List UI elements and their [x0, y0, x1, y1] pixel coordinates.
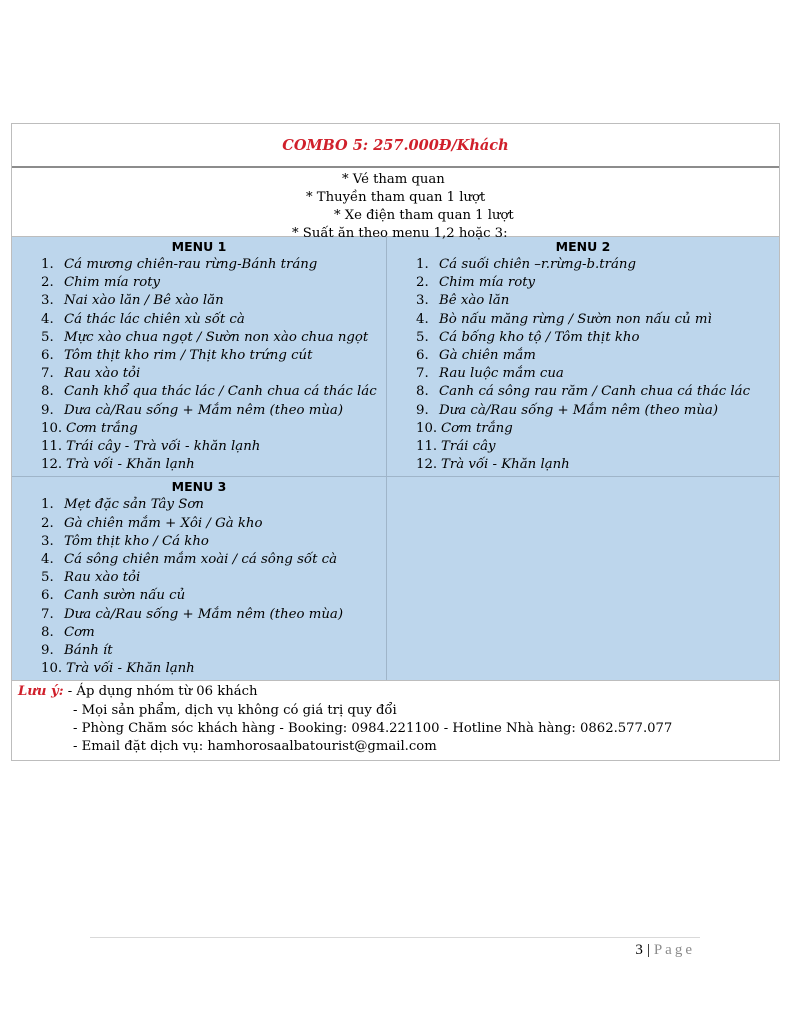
menu-item: [12, 256, 386, 274]
menu-item-number: 3.: [416, 293, 429, 309]
menu-item: [12, 569, 386, 587]
menu-item: [387, 274, 779, 292]
menu-item-text: Dưa cà/Rau sống + Mắm nêm (theo mùa): [64, 402, 344, 418]
note-line-2: - Mọi sản phẩm, dịch vụ không có giá trị quy đổi: [73, 702, 397, 718]
menu-item: [387, 329, 779, 347]
menu-item-text: Bánh ít: [64, 643, 113, 659]
menu-item-number: 8.: [41, 384, 54, 400]
menu-item: [12, 660, 386, 678]
menu-item-number: 11.: [41, 439, 63, 455]
menu-item-number: 11.: [416, 439, 438, 455]
menu-item-text: Bò nấu măng rừng / Sườn non nấu củ mì: [439, 311, 712, 327]
menu-item-text: Cơm: [64, 624, 95, 640]
note-block: [12, 680, 779, 759]
menu-item-number: 10.: [416, 420, 438, 436]
menu-item: [12, 606, 386, 624]
menu-item: [12, 642, 386, 660]
menu-2: [387, 237, 779, 477]
menu-item: [12, 624, 386, 642]
menu-item-text: Chim mía roty: [439, 275, 536, 291]
menu-item-number: 4.: [416, 311, 429, 327]
menu-item: [12, 311, 386, 329]
menu-item: [12, 383, 386, 401]
menu-item-number: 9.: [416, 402, 429, 418]
include-boat: * Thuyền tham quan 1 lượt: [306, 190, 486, 205]
menu-item-number: 4.: [41, 552, 54, 568]
menu-item-number: 7.: [41, 366, 54, 382]
footer-separator: |: [646, 942, 650, 958]
page-word: Page: [653, 942, 695, 958]
menu-1: [12, 237, 387, 477]
menu-item-number: 12.: [41, 457, 63, 473]
menu-item: [387, 383, 779, 401]
menu-item-number: 9.: [41, 643, 54, 659]
menu-item: [12, 587, 386, 605]
menu-item-text: Chim mía roty: [64, 275, 161, 291]
menu-item-text: Cá mương chiên-rau rừng-Bánh tráng: [64, 257, 318, 272]
combo-table: [11, 123, 780, 761]
menu-3-list: [12, 496, 386, 680]
menu-item-text: Trái cây - Trà vối - khăn lạnh: [66, 439, 261, 455]
menu-item-number: 1.: [416, 257, 429, 272]
menu-item-text: Cá sông chiên mắm xoài / cá sông sốt cà: [64, 552, 338, 568]
menu-item-text: Rau luộc mắm cua: [439, 366, 564, 382]
menu-item: [12, 347, 386, 365]
menu-item-number: 2.: [416, 275, 429, 291]
menu-item-number: 6.: [41, 588, 54, 604]
menu-item-number: 2.: [41, 515, 54, 531]
menu-item-text: Cá bống kho tộ / Tôm thịt kho: [439, 329, 640, 345]
menu-item-text: Cơm trắng: [441, 420, 513, 436]
menu-item-text: Dưa cà/Rau sống + Mắm nêm (theo mùa): [439, 402, 719, 418]
note-label: Lưu ý:: [18, 684, 64, 700]
empty-cell: [387, 477, 779, 680]
include-electric-car: * Xe điện tham quan 1 lượt: [334, 208, 514, 223]
menu-item-text: Cá suối chiên –r.rừng-b.tráng: [439, 257, 636, 272]
menu-item: [12, 292, 386, 310]
menu-item-text: Nai xào lăn / Bê xào lăn: [64, 293, 224, 309]
menu-item-number: 10.: [41, 420, 63, 436]
menu-item-text: Rau xào tỏi: [64, 570, 141, 586]
menu-item-number: 8.: [41, 624, 54, 640]
menu-item-number: 4.: [41, 311, 54, 327]
menu-item-number: 8.: [416, 384, 429, 400]
menu-item: [12, 402, 386, 420]
menu-item-text: Bê xào lăn: [439, 293, 510, 309]
menu-item: [387, 438, 779, 456]
menu-item: [12, 496, 386, 514]
menu-item-number: 7.: [416, 366, 429, 382]
note-line-3: - Phòng Chăm sóc khách hàng - Booking: 0984.221100 - Hotline Nhà hàng: 0862.577.077: [73, 721, 673, 737]
menu-item: [12, 515, 386, 533]
menu-item-number: 3.: [41, 293, 54, 309]
include-meal: * Suất ăn theo menu 1,2 hoặc 3:: [292, 226, 508, 241]
menu-item-number: 6.: [41, 348, 54, 364]
note-text-1: - Áp dụng nhóm từ 06 khách: [67, 684, 258, 700]
menu-item-text: Gà chiên mắm: [439, 348, 536, 364]
includes-block: [12, 168, 779, 241]
menu-item: [387, 365, 779, 383]
page-number: 3: [635, 942, 643, 958]
menu-item: [12, 438, 386, 456]
menu-item-number: 10.: [41, 661, 63, 677]
menu-item: [12, 274, 386, 292]
menu-item-text: Trà vối - Khăn lạnh: [66, 457, 195, 473]
menu-item-text: Trái cây: [441, 439, 496, 455]
menu-2-list: [387, 256, 779, 476]
menu-item: [12, 420, 386, 438]
menu-item-number: 1.: [41, 257, 54, 272]
footer-divider: [90, 937, 700, 938]
menu-item: [387, 292, 779, 310]
menu-item-number: 3.: [41, 533, 54, 549]
menu-item-text: Trà vối - Khăn lạnh: [441, 457, 570, 473]
menu-item-text: Canh cá sông rau răm / Canh chua cá thác lác: [439, 384, 751, 400]
menu-item-number: 12.: [416, 457, 438, 473]
menu-3-title: MENU 3: [171, 479, 227, 495]
menu-item-text: Dưa cà/Rau sống + Mắm nêm (theo mùa): [64, 606, 344, 622]
menu-item-text: Tôm thịt kho / Cá kho: [64, 533, 209, 549]
menu-item-text: Cá thác lác chiên xù sốt cà: [64, 311, 245, 327]
menu-item-number: 6.: [416, 348, 429, 364]
menu-item: [12, 533, 386, 551]
menu-item-number: 5.: [416, 329, 429, 345]
menu-1-list: [12, 256, 386, 476]
menu-item-text: Mẹt đặc sản Tây Sơn: [64, 497, 204, 513]
menu-item: [12, 329, 386, 347]
menu-item: [387, 256, 779, 274]
menu-item-text: Tôm thịt kho rim / Thịt kho trứng cút: [64, 348, 313, 364]
menu-item-number: 5.: [41, 329, 54, 345]
menu-item-text: Cơm trắng: [66, 420, 138, 436]
combo-title: COMBO 5: 257.000Đ/Khách: [12, 124, 779, 168]
menu-item-number: 5.: [41, 570, 54, 586]
menu-2-title: MENU 2: [555, 239, 611, 254]
menu-item: [387, 402, 779, 420]
menu-1-title: MENU 1: [171, 239, 227, 254]
menu-3: [12, 477, 387, 680]
menu-item-text: Mực xào chua ngọt / Sườn non xào chua ngọt: [64, 329, 369, 345]
menu-item: [387, 347, 779, 365]
page-footer: [635, 942, 695, 959]
menus-grid: [12, 237, 779, 680]
menu-item-text: Gà chiên mắm + Xôi / Gà kho: [64, 515, 263, 531]
menu-item: [12, 365, 386, 383]
include-ticket: * Vé tham quan: [342, 172, 445, 187]
menu-item-text: Trà vối - Khăn lạnh: [66, 661, 195, 677]
menu-item-number: 2.: [41, 275, 54, 291]
note-line-1: [18, 683, 779, 701]
menu-item: [12, 456, 386, 474]
menu-item: [387, 456, 779, 474]
menu-item: [12, 551, 386, 569]
menu-item-number: 7.: [41, 606, 54, 622]
note-line-4: - Email đặt dịch vụ: hamhorosaalbatourist@gmail.com: [73, 739, 437, 755]
menu-item: [387, 311, 779, 329]
menu-item-text: Rau xào tỏi: [64, 366, 141, 382]
menu-item-text: Canh khổ qua thác lác / Canh chua cá thác lác: [64, 384, 377, 400]
menu-item: [387, 420, 779, 438]
menu-item-number: 9.: [41, 402, 54, 418]
menu-item-text: Canh sườn nấu củ: [64, 588, 186, 604]
menu-item-number: 1.: [41, 497, 54, 513]
